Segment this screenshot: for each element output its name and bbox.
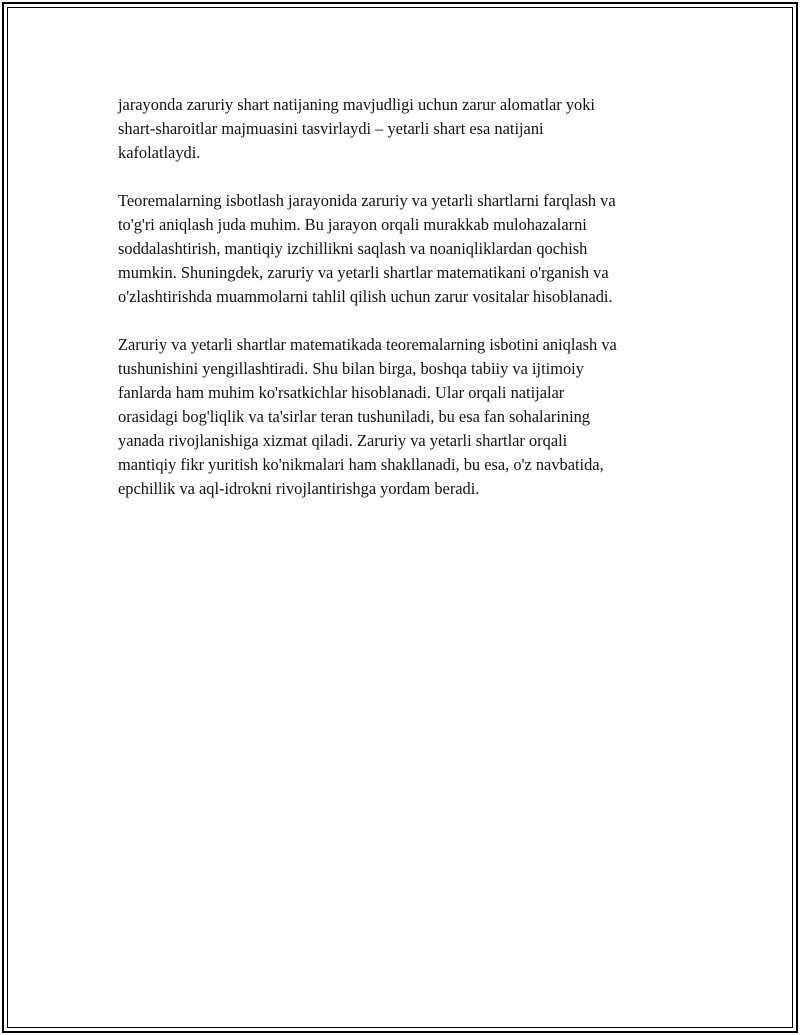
paragraph-2 <box>118 189 690 309</box>
text-line: mumkin. Shuningdek, zaruriy va yetarli shartlar matematikani o'rganish va <box>118 263 609 282</box>
text-line: Zaruriy va yetarli shartlar matematikada teoremalarning isbotini aniqlash va <box>118 335 617 354</box>
text-line: yanada rivojlanishiga xizmat qiladi. Zaruriy va yetarli shartlar orqali <box>118 431 568 450</box>
text-line: to'g'ri aniqlash juda muhim. Bu jarayon orqali murakkab mulohazalarni <box>118 215 587 234</box>
text-line: soddalashtirish, mantiqiy izchillikni saqlash va noaniqliklardan qochish <box>118 239 588 258</box>
text-line: jarayonda zaruriy shart natijaning mavjudligi uchun zarur alomatlar yoki <box>118 95 595 114</box>
text-line: kafolatlaydi. <box>118 143 201 162</box>
text-line: fanlarda ham muhim ko'rsatkichlar hisoblanadi. Ular orqali natijalar <box>118 383 565 402</box>
text-line: Teoremalarning isbotlash jarayonida zaruriy va yetarli shartlarni farqlash va <box>118 191 616 210</box>
text-line: mantiqiy fikr yuritish ko'nikmalari ham shakllanadi, bu esa, o'z navbatida, <box>118 455 604 474</box>
paragraph-1 <box>118 93 690 165</box>
text-line: orasidagi bog'liqlik va ta'sirlar teran tushuniladi, bu esa fan sohalarining <box>118 407 591 426</box>
document-body <box>118 93 690 525</box>
paragraph-3 <box>118 333 690 501</box>
text-line: epchillik va aql-idrokni rivojlantirishga yordam beradi. <box>118 479 480 498</box>
text-line: o'zlashtirishda muammolarni tahlil qilish uchun zarur vositalar hisoblanadi. <box>118 287 613 306</box>
text-line: shart-sharoitlar majmuasini tasvirlaydi – yetarli shart esa natijani <box>118 119 544 138</box>
text-line: tushunishini yengillashtiradi. Shu bilan birga, boshqa tabiiy va ijtimoiy <box>118 359 584 378</box>
